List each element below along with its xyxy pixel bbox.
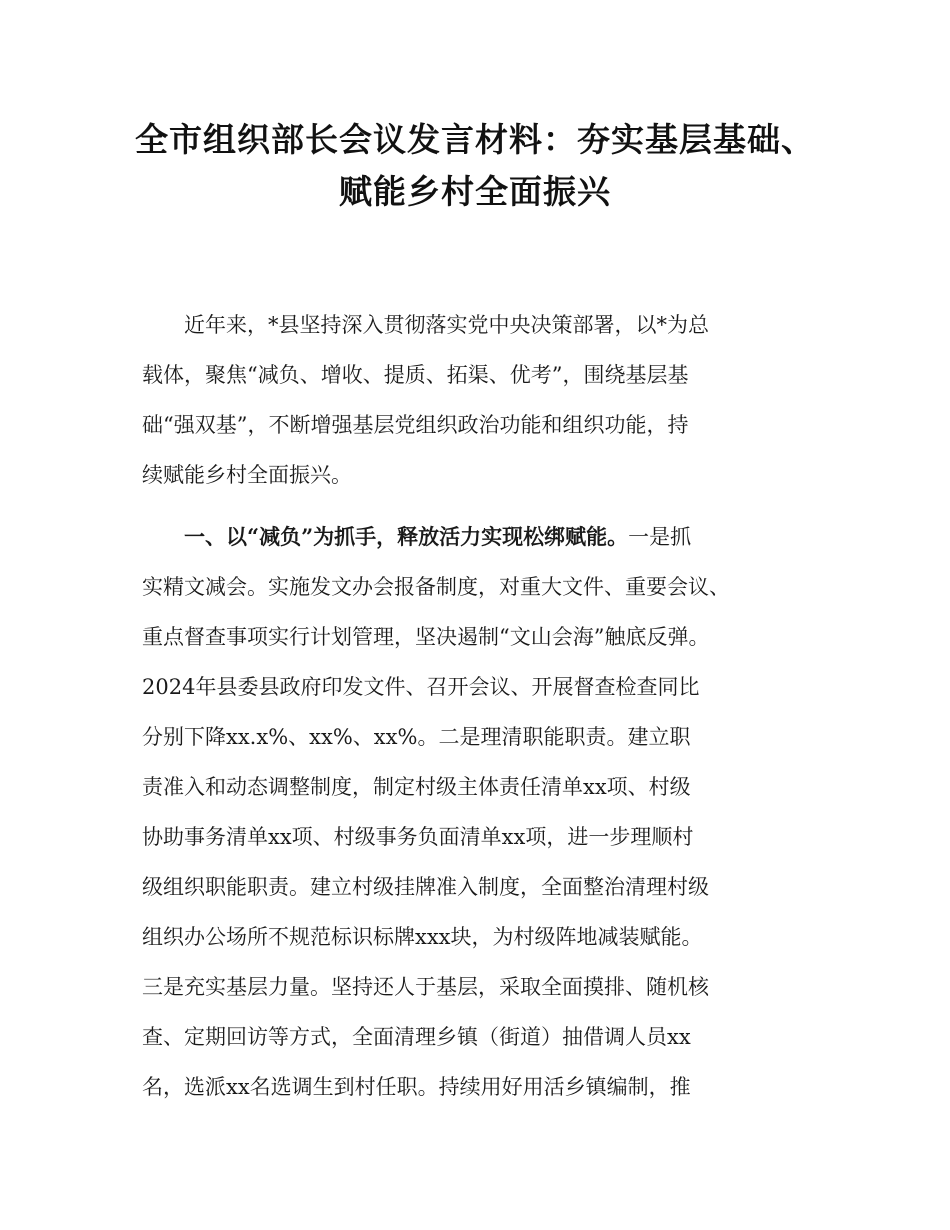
text-line: 础“强双基”，不断增强基层党组织政治功能和组织功能，持 <box>142 413 689 437</box>
text-line <box>142 520 691 554</box>
text-line: 载体，聚焦“减负、增收、提质、拓渠、优考”，围绕基层基 <box>142 363 689 387</box>
text-line: 级组织职能职责。建立村级挂牌准入制度，全面整治清理村级 <box>142 875 709 899</box>
text-line: 分别下降xx.x%、xx%、xx%。二是理清职能职责。建立职 <box>142 725 691 749</box>
section-heading: 一、以“减负”为抓手，释放活力实现松绑赋能。 <box>184 524 629 549</box>
text-line: 组织办公场所不规范标识标牌xxx块，为村级阵地减装赋能。 <box>142 925 703 949</box>
text-line: 协助事务清单xx项、村级事务负面清单xx项，进一步理顺村 <box>142 825 694 849</box>
text-line: 实精文减会。实施发文办会报备制度，对重大文件、重要会议、 <box>142 575 730 599</box>
section-heading-tail: 一是抓 <box>628 525 692 549</box>
text-line: 续赋能乡村全面振兴。 <box>142 463 352 487</box>
text-line: 近年来，*县坚持深入贯彻落实党中央决策部署，以*为总 <box>142 313 709 337</box>
text-line: 名，选派xx名选调生到村任职。持续用好用活乡镇编制，推 <box>142 1075 691 1099</box>
text-line: 2024年县委县政府印发文件、召开会议、开展督查检查同比 <box>142 675 700 699</box>
document-title <box>60 114 890 218</box>
text-line: 查、定期回访等方式，全面清理乡镇（街道）抽借调人员xx <box>142 1025 691 1049</box>
title-line-1: 全市组织部长会议发言材料：夯实基层基础、 <box>135 120 815 159</box>
title-line-2: 赋能乡村全面振兴 <box>339 172 611 211</box>
text-line: 重点督查事项实行计划管理，坚决遏制“文山会海”触底反弹。 <box>142 625 710 649</box>
text-line: 三是充实基层力量。坚持还人于基层，采取全面摸排、随机核 <box>142 975 709 999</box>
text-line: 责准入和动态调整制度，制定村级主体责任清单xx项、村级 <box>142 775 691 799</box>
